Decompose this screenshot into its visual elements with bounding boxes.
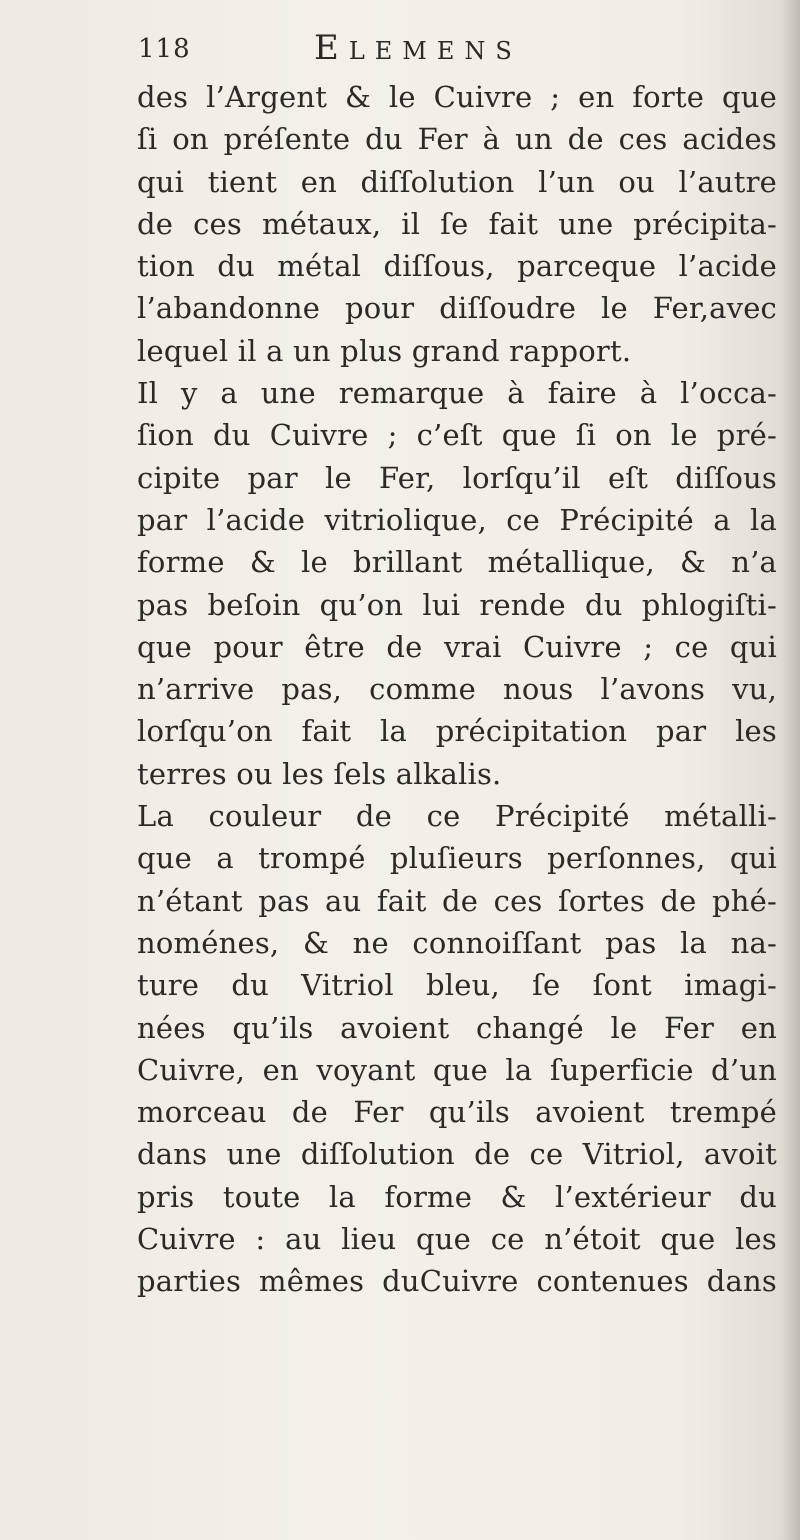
text-line: tion du métal diſſous, parceque l’acide (137, 249, 777, 284)
text-line: lequel il a un plus grand rapport. (137, 333, 632, 368)
text-line: Cuivre, en voyant que la ſuperficie d’un (137, 1052, 777, 1087)
body-text (137, 76, 777, 1303)
text-line: pris toute la forme & l’extérieur du (137, 1179, 777, 1214)
text-line: ſion du Cuivre ; c’eſt que ſi on le pré- (137, 418, 777, 453)
text-line: Il y a une remarque à faire à l’occa- (137, 376, 777, 411)
text-line: La couleur de ce Précipité métalli- (137, 799, 777, 834)
text-line: ſi on préſente du Fer à un de ces acides (137, 122, 777, 157)
text-line: lorſqu’on fait la précipitation par les (137, 714, 777, 749)
page-edge-shadow (782, 0, 800, 1540)
text-line: forme & le brillant métallique, & n’a (137, 545, 777, 580)
running-title: Elemens (314, 28, 522, 68)
text-line: que pour être de vrai Cuivre ; ce qui (137, 629, 777, 664)
text-line: des l’Argent & le Cuivre ; en forte que (137, 80, 777, 114)
text-line: ture du Vitriol bleu, ſe ſont imagi- (137, 968, 777, 1003)
text-line: terres ou les ſels alkalis. (137, 756, 502, 791)
text-line: n’arrive pas, comme nous l’avons vu, (137, 672, 777, 707)
text-line: parties mêmes duCuivre contenues dans (137, 1264, 777, 1299)
text-line: de ces métaux, il ſe fait une précipita- (137, 206, 777, 241)
text-line: pas beſoin qu’on lui rende du phlogiſti- (137, 587, 777, 622)
text-line: noménes, & ne connoiſſant pas la na- (137, 925, 777, 960)
text-line: que a trompé pluſieurs perſonnes, qui (137, 841, 777, 876)
text-line: morceau de Fer qu’ils avoient trempé (137, 1095, 777, 1130)
page-header (138, 28, 778, 78)
text-line: par l’acide vitriolique, ce Précipité a la (137, 502, 777, 537)
text-line: l’abandonne pour diſſoudre le Fer,avec (137, 291, 777, 326)
text-line: dans une diſſolution de ce Vitriol, avoit (137, 1137, 777, 1172)
text-line: qui tient en diſſolution l’un ou l’autre (137, 164, 777, 199)
text-line: cipite par le Fer, lorſqu’il eſt diſſous (137, 460, 777, 495)
text-line: n’étant pas au fait de ces ſortes de phé- (137, 883, 777, 918)
text-line: nées qu’ils avoient changé le Fer en (137, 1010, 777, 1045)
page-number: 118 (138, 34, 191, 64)
text-line: Cuivre : au lieu que ce n’étoit que les (137, 1222, 777, 1257)
